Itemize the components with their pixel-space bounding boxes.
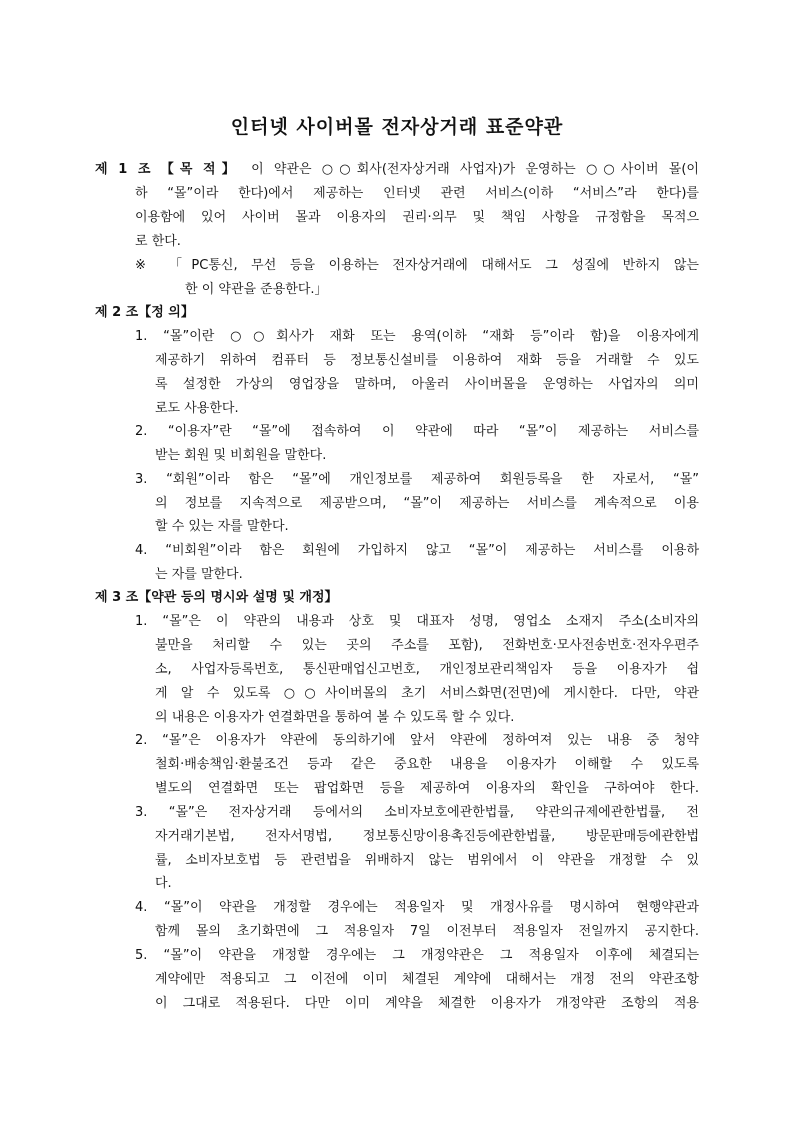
article-3-item-4-line: 함께 몰의 초기화면에 그 적용일자 7일 이전부터 적용일자 전일까지 공지한다. [155,924,699,939]
article-3-item-1-line: 불만을 처리할 수 있는 곳의 주소를 포함), 전화번호·모사전송번호·전자우편주 [155,638,699,653]
article-2-number: 제 2 조 [95,305,139,320]
article-1-note: 한 이 약관을 준용한다.」 [185,282,328,297]
article-3-header [95,586,338,609]
article-3-item-2-line: 별도의 연결화면 또는 팝업화면 등을 제공하여 이용자의 확인을 구하여야 한다. [155,781,699,796]
article-3-heading: 【약관 등의 명시와 설명 및 개정】 [138,590,338,605]
article-2-item-3-line: 의 정보를 지속적으로 제공받으며, “몰”이 제공하는 서비스를 계속적으로 이용 [155,496,699,511]
article-1-line: 로 한다. [135,234,181,249]
article-3-item-1: 1. “몰”은 이 약관의 내용과 상호 및 대표자 성명, 영업소 소재지 주소(소비자의 [135,614,699,629]
article-2-item-1-line: 제공하기 위하여 컴퓨터 등 정보통신설비를 이용하여 재화 등을 거래할 수 있도 [155,353,699,368]
article-3-item-1-line: 소, 사업자등록번호, 통신판매업신고번호, 개인정보관리책임자 등을 이용자가 쉽 [155,662,699,677]
article-2-heading: 【정 의】 [138,305,194,320]
article-3-number: 제 3 조 [95,590,139,605]
article-3-item-3-line: 률, 소비자보호법 등 관련법을 위배하지 않는 범위에서 이 약관을 개정할 수 있 [155,853,699,868]
article-2-item-3-line: 할 수 있는 자를 말한다. [155,519,289,534]
article-2-item-4-line: 는 자를 말한다. [155,567,243,582]
article-1-note: ※ 「PC통신, 무선 등을 이용하는 전자상거래에 대해서도 그 성질에 반하지 않는 [135,258,699,273]
article-3-item-1-line: 의 내용은 이용자가 연결화면을 통하여 볼 수 있도록 할 수 있다. [155,710,515,725]
article-2-item-2: 2. “이용자”란 “몰”에 접속하여 이 약관에 따라 “몰”이 제공하는 서비스를 [135,424,699,439]
article-2-item-1: 1. “몰”이란 ○○회사가 재화 또는 용역(이하 “재화 등”이라 함)을 이용자에게 [135,329,699,344]
article-2-item-1-line: 록 설정한 가상의 영업장을 말하며, 아울러 사이버몰을 운영하는 사업자의 의미 [155,377,699,392]
article-1-first-line [95,158,699,181]
article-1-number: 제 1 조 [95,162,151,177]
article-1-heading: 【목 적】 [160,162,241,177]
article-1-text: 이 약관은 ○○회사(전자상거래 사업자)가 운영하는 ○○사이버 몰(이 [251,162,699,177]
article-3-item-1-line: 게 알 수 있도록 ○○사이버몰의 초기 서비스화면(전면)에 게시한다. 다만, 약관 [155,686,699,701]
article-2-item-4: 4. “비회원”이라 함은 회원에 가입하지 않고 “몰”이 제공하는 서비스를 이용하 [135,543,699,558]
article-3-item-2-line: 철회·배송책임·환불조건 등과 같은 중요한 내용을 이용자가 이해할 수 있도록 [155,757,699,772]
article-3-item-5-line: 계약에만 적용되고 그 이전에 이미 체결된 계약에 대해서는 개정 전의 약관조항 [155,972,699,987]
article-3-item-3-line: 다. [155,876,172,891]
article-3-item-5: 5. “몰”이 약관을 개정할 경우에는 그 개정약관은 그 적용일자 이후에 체결되는 [135,948,699,963]
article-3-item-5-line: 이 그대로 적용된다. 다만 이미 계약을 체결한 이용자가 개정약관 조항의 적용 [155,996,699,1011]
article-2-item-1-line: 로도 사용한다. [155,401,239,416]
article-1-line: 하 “몰”이라 한다)에서 제공하는 인터넷 관련 서비스(이하 “서비스”라 한다)를 [135,186,699,201]
article-2-item-2-line: 받는 회원 및 비회원을 말한다. [155,448,327,463]
article-3-item-3: 3. “몰”은 전자상거래 등에서의 소비자보호에관한법률, 약관의규제에관한법률, 전 [135,805,699,820]
article-2-item-3: 3. “회원”이라 함은 “몰”에 개인정보를 제공하여 회원등록을 한 자로서, “몰” [135,472,699,487]
article-3-item-4: 4. “몰”이 약관을 개정할 경우에는 적용일자 및 개정사유를 명시하여 현행약관과 [135,900,699,915]
article-2-header [95,301,194,324]
article-3-item-3-line: 자거래기본법, 전자서명법, 정보통신망이용촉진등에관한법률, 방문판매등에관한법 [155,829,699,844]
article-1-line: 이용함에 있어 사이버 몰과 이용자의 권리·의무 및 책임 사항을 규정함을 목적으 [135,210,699,225]
document-title: 인터넷 사이버몰 전자상거래 표준약관 [230,116,564,138]
article-3-item-2: 2. “몰”은 이용자가 약관에 동의하기에 앞서 약관에 정하여져 있는 내용 중 청약 [135,733,699,748]
